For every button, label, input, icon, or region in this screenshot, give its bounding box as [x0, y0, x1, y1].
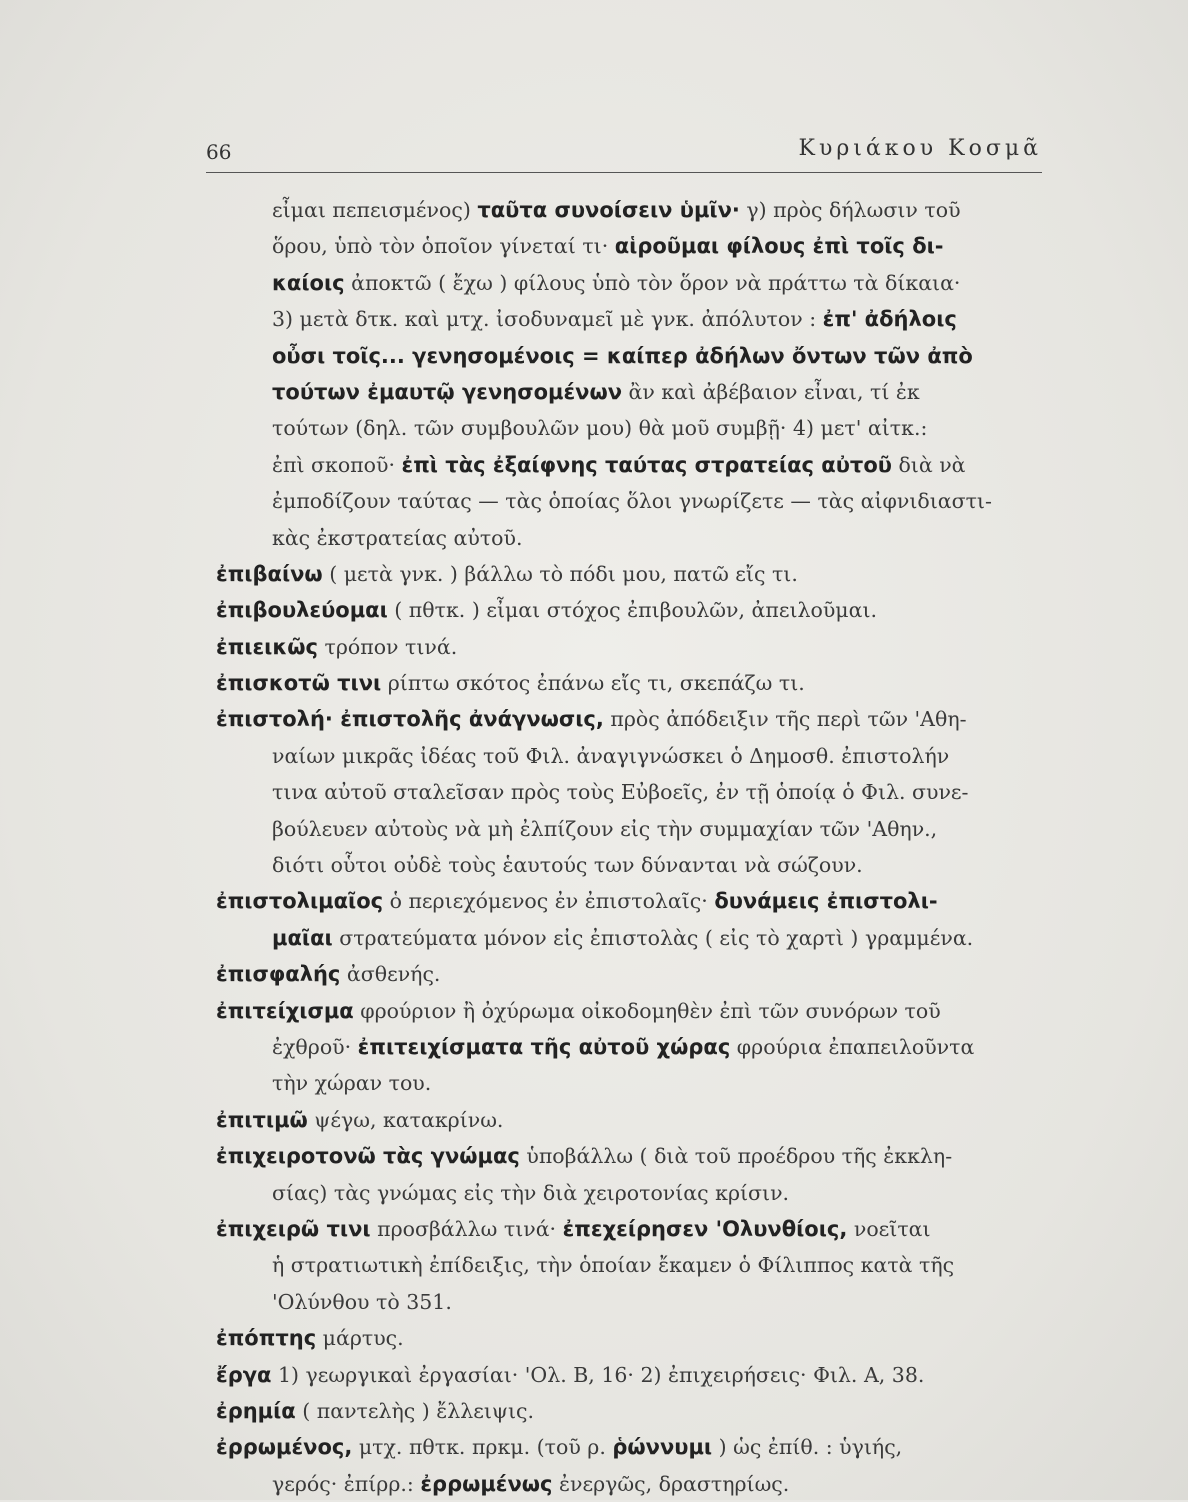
definition-text: τινα αὐτοῦ σταλεῖσαν πρὸς τοὺς Εὐβοεῖς, ἐν τῇ ὁποίᾳ ὁ Φιλ. συνε- [272, 780, 969, 805]
definition-text: ἡ στρατιωτικὴ ἐπίδειξις, τὴν ὁποίαν ἔκαμεν ὁ Φίλιππος κατὰ τῆς [272, 1253, 955, 1278]
text-line [216, 738, 1060, 774]
text-line [216, 1284, 1060, 1320]
headword: ἐπιχειρῶ τινι [216, 1216, 371, 1241]
definition-text: ἀσθενής. [340, 962, 441, 987]
headword: ἐπισφαλής [216, 962, 341, 987]
entry-line [216, 1357, 1060, 1393]
definition-text: ὑποβάλλω ( διὰ τοῦ προέδρου τῆς ἐκκλη- [519, 1144, 953, 1169]
entry-line [216, 629, 1060, 665]
definition-text: πρὸς ἀπόδειξιν τῆς περὶ τῶν 'Αθη- [603, 707, 967, 732]
headword: ἐπισκοτῶ τινι [216, 671, 382, 696]
headword: τούτων ἐμαυτῷ γενησομένων [272, 379, 623, 404]
text-line [216, 265, 1060, 301]
text-line [216, 410, 1060, 446]
text-line [216, 483, 1060, 519]
definition-text: κὰς ἐκστρατείας αὐτοῦ. [272, 525, 523, 550]
definition-text: ψέγω, κατακρίνω. [307, 1107, 504, 1132]
headword: ἐπ' ἀδήλοις [822, 307, 957, 332]
headword: ἐρρωμένος, [216, 1435, 353, 1460]
text-line [216, 338, 1060, 374]
headword: ἐπιτειχίσματα τῆς αὐτοῦ χώρας [357, 1034, 731, 1059]
text-line [216, 1247, 1060, 1283]
text-line [216, 774, 1060, 810]
text-line [216, 192, 1060, 228]
definition-text: 3) μετὰ δτκ. καὶ μτχ. ἰσοδυναμεῖ μὲ γνκ. ἀπόλυτον : [272, 307, 823, 332]
entry-line [216, 701, 1060, 737]
entry-line [216, 1211, 1060, 1247]
definition-text: ἐχθροῦ· [272, 1034, 358, 1059]
text-line [216, 447, 1060, 483]
definition-text: ὁ περιεχόμενος ἐν ἐπιστολαῖς· [383, 889, 715, 914]
definition-text: εἶμαι πεπεισμένος) [272, 198, 478, 222]
definition-text: ἐπὶ σκοποῦ· [272, 452, 402, 477]
entry-line [216, 1102, 1060, 1138]
headword: μαῖαι [272, 925, 333, 950]
definition-text: μάρτυς. [316, 1326, 404, 1351]
definition-text: διότι οὗτοι οὐδὲ τοὺς ἑαυτούς των δύνανται νὰ σώζουν. [272, 853, 863, 878]
definition-text: ἐμποδίζουν ταύτας — τὰς ὁποίας ὅλοι γνωρίζετε — τὰς αἰφνιδιαστι- [272, 489, 992, 514]
entry-line [216, 1320, 1060, 1356]
headword: ἐπὶ τὰς ἐξαίφνης ταύτας στρατείας αὐτοῦ [401, 452, 892, 477]
headword: καίοις [272, 270, 345, 295]
definition-text: βούλευεν αὐτοὺς νὰ μὴ ἐλπίζουν εἰς τὴν συμμαχίαν τῶν 'Αθην., [272, 816, 938, 841]
definition-text: ναίων μικρᾶς ἰδέας τοῦ Φιλ. ἀναγιγνώσκει ὁ Δημοσθ. ἐπιστολήν [272, 743, 950, 768]
headword: ταῦτα συνοίσειν ὑμῖν· [477, 198, 740, 222]
text-line [216, 847, 1060, 883]
definition-text: ) ὡς ἐπίθ. : ὑγιής, [712, 1435, 903, 1460]
headword: ῥώννυμι [612, 1435, 713, 1460]
entry-line [216, 1393, 1060, 1429]
page-header [206, 132, 1042, 173]
definition-text: τούτων (δηλ. τῶν συμβουλῶν μου) θὰ μοῦ συμβῇ· 4) μετ' αἰτκ.: [272, 416, 928, 441]
definition-text: διὰ νὰ [891, 452, 966, 477]
text-line [216, 920, 1060, 956]
glossary-text [216, 192, 1060, 1502]
entry-line [216, 1429, 1060, 1465]
definition-text: γερός· ἐπίρρ.: [272, 1471, 421, 1496]
text-line [216, 374, 1060, 410]
headword: ἐπιστολιμαῖος [216, 889, 384, 914]
entry-line [216, 556, 1060, 592]
headword: ἐπιβαίνω [216, 561, 323, 586]
page-number: 66 [206, 140, 232, 164]
entry-line [216, 956, 1060, 992]
running-head: Κυριάκου Κοσμᾶ [798, 136, 1042, 161]
entry-line [216, 592, 1060, 628]
headword: ἐρρωμένως [420, 1471, 553, 1496]
definition-text: τρόπον τινά. [317, 634, 458, 659]
entry-line [216, 883, 1060, 919]
text-line [216, 1065, 1060, 1101]
headword: ἐπιβουλεύομαι [216, 598, 388, 623]
definition-text: 1) γεωργικαὶ ἐργασίαι· 'Ολ. Β, 16· 2) ἐπιχειρήσεις· Φιλ. Α, 38. [271, 1362, 925, 1387]
definition-text: προσβάλλω τινά· [370, 1216, 563, 1241]
headword: ἐπιεικῶς [216, 634, 318, 659]
definition-text: γ) πρὸς δήλωσιν τοῦ [739, 198, 961, 222]
text-line [216, 1029, 1060, 1065]
definition-text: ἂν καὶ ἀβέβαιον εἶναι, τί ἐκ [622, 379, 920, 404]
text-line [216, 520, 1060, 556]
definition-text: 'Ολύνθου τὸ 351. [272, 1289, 452, 1314]
text-line [216, 1175, 1060, 1211]
definition-text: στρατεύματα μόνον εἰς ἐπιστολὰς ( εἰς τὸ χαρτὶ ) γραμμένα. [332, 925, 974, 950]
definition-text: ἀποκτῶ ( ἔχω ) φίλους ὑπὸ τὸν ὅρον νὰ πράττω τὰ δίκαια· [344, 270, 961, 295]
definition-text: ( παντελὴς ) ἔλλειψις. [295, 1398, 535, 1423]
headword: ἔργα [216, 1362, 272, 1387]
definition-text: ( πθτκ. ) εἶμαι στόχος ἐπιβουλῶν, ἀπειλοῦμαι. [387, 598, 878, 623]
definition-text: ὅρου, ὑπὸ τὸν ὁποῖον γίνεταί τι· [272, 234, 615, 259]
definition-text: ( μετὰ γνκ. ) βάλλω τὸ πόδι μου, πατῶ εἴς τι. [322, 561, 798, 586]
headword: ἐρημία [216, 1398, 296, 1423]
headword: δυνάμεις ἐπιστολι- [714, 889, 938, 914]
definition-text: φρούρια ἐπαπειλοῦντα [730, 1034, 975, 1059]
text-line [216, 301, 1060, 337]
headword: ἐπιτείχισμα [216, 998, 354, 1023]
entry-line [216, 1138, 1060, 1174]
definition-text: ρίπτω σκότος ἐπάνω εἴς τι, σκεπάζω τι. [381, 671, 805, 696]
definition-text: ἐνεργῶς, δραστηρίως. [552, 1471, 790, 1496]
definition-text: νοεῖται [847, 1216, 931, 1241]
headword: ἐπιτιμῶ [216, 1107, 308, 1132]
definition-text: σίας) τὰς γνώμας εἰς τὴν διὰ χειροτονίας κρίσιν. [272, 1180, 790, 1205]
definition-text: μτχ. πθτκ. πρκμ. (τοῦ ρ. [352, 1435, 613, 1460]
headword: ἐπεχείρησεν 'Ολυνθίοις, [562, 1216, 848, 1241]
headword: οὖσι τοῖς... γενησομένοις = καίπερ ἀδήλων ὄντων τῶν ἀπὸ [272, 343, 973, 368]
entry-line [216, 993, 1060, 1029]
text-line [216, 1466, 1060, 1502]
definition-text: φρούριον ἢ ὀχύρωμα οἰκοδομηθὲν ἐπὶ τῶν συνόρων τοῦ [353, 998, 941, 1023]
headword: ἐπόπτης [216, 1326, 317, 1351]
headword: αἱροῦμαι φίλους ἐπὶ τοῖς δι- [614, 234, 944, 259]
headword: ἐπιχειροτονῶ τὰς γνώμας [216, 1144, 520, 1169]
text-line [216, 228, 1060, 264]
text-line [216, 811, 1060, 847]
entry-line [216, 665, 1060, 701]
definition-text: τὴν χώραν του. [272, 1071, 432, 1096]
headword: ἐπιστολή· ἐπιστολῆς ἀνάγνωσις, [216, 707, 604, 732]
